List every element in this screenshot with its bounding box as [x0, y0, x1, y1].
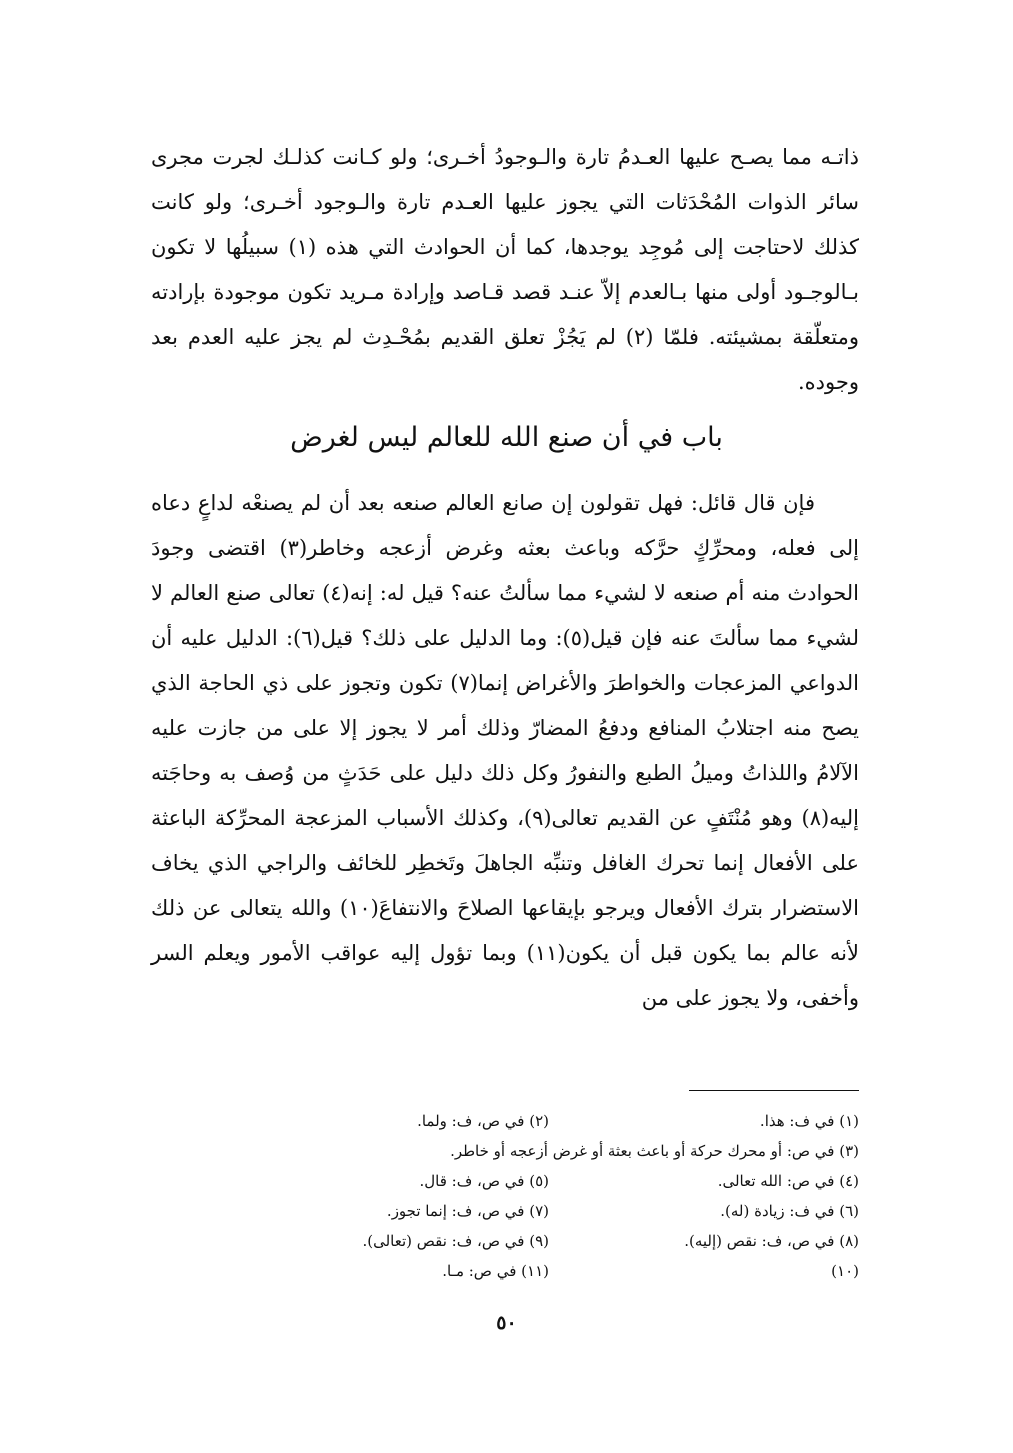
- footnote-6: (٦) في ف: زيادة (له).: [720, 1202, 859, 1220]
- chapter-heading: باب في أن صنع الله للعالم ليس لغرض: [290, 422, 723, 453]
- footnote-9: (٩) في ص، ف: نقص (تعالى).: [362, 1232, 549, 1250]
- body-paragraph-2: فإن قال قائل: فهل تقولون إن صانع العالم صنعه بعد أن لم يصنعْه لداعٍ دعاه إلى فعله، ومحرِّكٍ حرَّكه وباعث بعثه وغرض أزعجه وخاطر(٣) اقتضى وجودَ الحوادث منه أم صنعه لا لشيء مما سألتُ عنه؟ قيل له: إنه(٤) تعالى صنع العالم لا لشيء مما سألتَ عنه فإن قيل(٥): وما الدليل على ذلك؟ قيل(٦): الدليل عليه أن الدواعي المزعجات والخواطرَ والأغراض إنما(٧) تكون وتجوز على ذي الحاجة الذي يصح منه اجتلابُ المنافع ودفعُ المضارّ وذلك أمر لا يجوز إلا على من جازت عليه الآلامُ واللذاتُ وميلُ الطبع والنفورُ وكل ذلك دليل على حَدَثٍ من وُصف به وحاجَته إليه(٨) وهو مُنْتَفٍ عن القديم تعالى(٩)، وكذلك الأسباب المزعجة المحرِّكة الباعثة على الأفعال إنما تحرك الغافل وتنبِّه الجاهلَ وتَخطِر للخائف والراجي الذي يخاف الاستضرار بترك الأفعال ويرجو بإيقاعها الصلاحَ والانتفاعَ(١٠) والله يتعالى عن ذلك لأنه عالم بما يكون قبل أن يكون(١١) وبما تؤول إليه عواقب الأمور ويعلم السر وأخفى، ولا يجوز على من: [151, 491, 860, 1010]
- footnote-divider: [689, 1090, 859, 1091]
- footnote-row: [239, 1196, 859, 1226]
- footnote-4: (٤) في ص: الله تعالى.: [717, 1172, 859, 1190]
- footnote-1: (١) في ف: هذا.: [759, 1112, 859, 1130]
- footnote-row: [239, 1256, 859, 1286]
- footnote-3: (٣) في ص: أو محرك حركة أو باعث بعثة أو غرض أزعجه أو خاطر.: [450, 1142, 859, 1160]
- body-paragraph-1: ذاتـه مما يصـح عليها العـدمُ تارة والـوجودُ أخـرى؛ ولو كـانت كذلـك لجرت مجرى سائر الذوات المُحْدَثات التي يجوز عليها العـدم تارة والـوجود أخـرى؛ ولو كانت كذلك لاحتاجت إلى مُوجِد يوجدها، كما أن الحوادث التي هذه (١) سبيلُها لا تكون بـالوجـود أولى منها بـالعدم إلاّ عنـد قصد قـاصد وإرادة مـريد تكون موجودة بإرادته ومتعلّقة بمشيئته. فلمّا (٢) لم يَجُزْ تعلق القديم بمُحْـدِث لم يجز عليه العدم بعد وجوده.: [151, 145, 859, 394]
- footnote-10: (١٠): [831, 1262, 859, 1280]
- footnote-row: [239, 1106, 859, 1136]
- footnote-row: [239, 1136, 859, 1166]
- footnote-2: (٢) في ص، ف: ولما.: [417, 1112, 549, 1130]
- footnote-7: (٧) في ص، ف: إنما تجوز.: [386, 1202, 549, 1220]
- footnote-5: (٥) في ص، ف: قال.: [419, 1172, 549, 1190]
- footnote-row: [239, 1166, 859, 1196]
- footnote-row: [239, 1226, 859, 1256]
- footnote-8: (٨) في ص، ف: نقص (إليه).: [684, 1232, 859, 1250]
- footnotes: [239, 1106, 859, 1286]
- footnote-11: (١١) في ص: مـا.: [442, 1262, 549, 1280]
- page-number: ٥٠: [496, 1312, 517, 1334]
